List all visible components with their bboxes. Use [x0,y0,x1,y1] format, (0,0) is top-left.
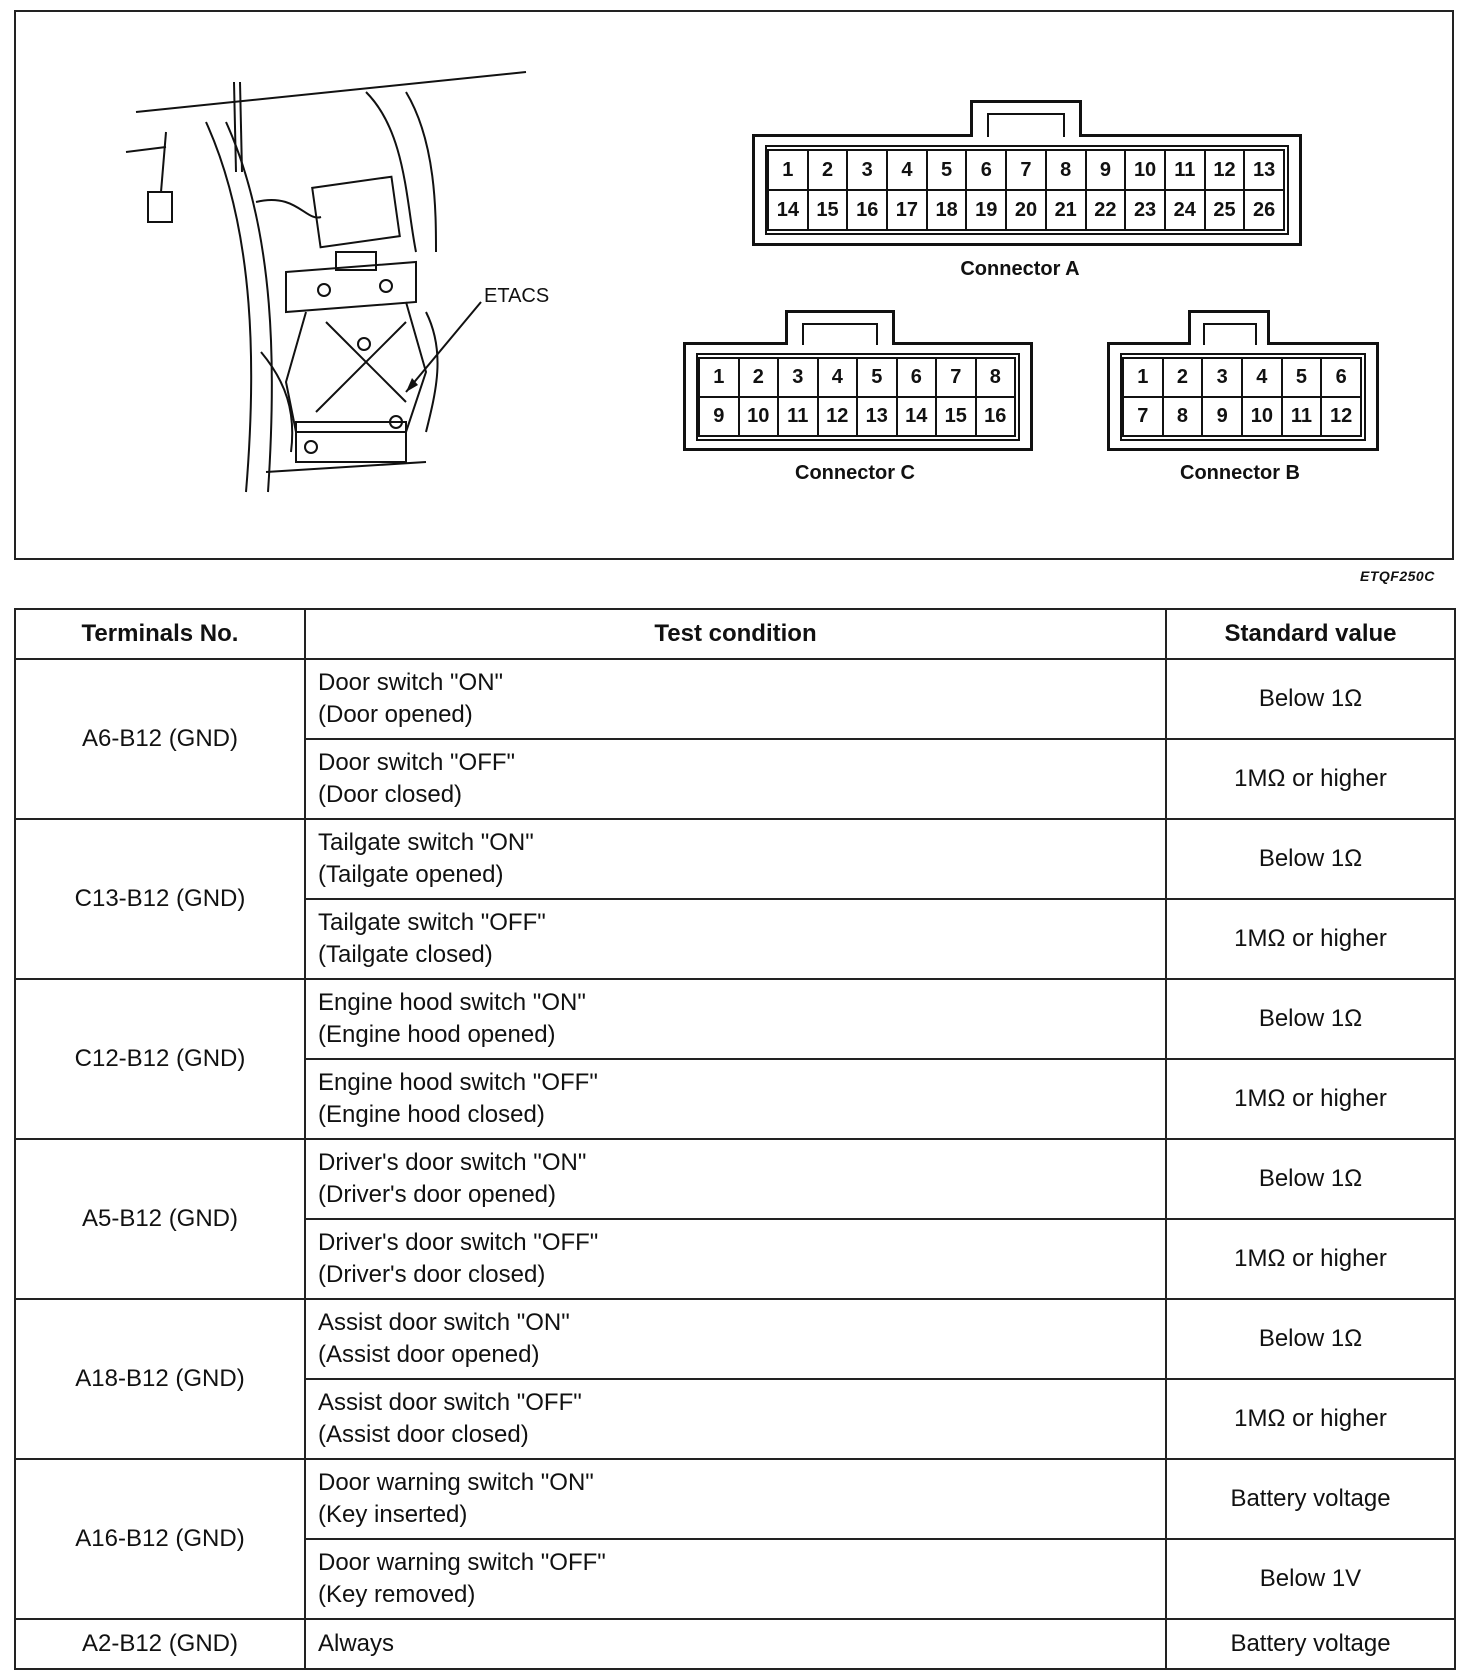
connector-pin: 11 [1166,151,1206,191]
connector-a [752,134,1302,246]
condition-cell [305,659,1166,739]
header-terminals: Terminals No. [15,609,305,659]
connector-pin: 10 [1243,398,1283,437]
condition-line: (Engine hood opened) [318,1021,556,1048]
value-cell: 1MΩ or higher [1166,1059,1455,1139]
condition-line: Assist door switch "ON" [318,1309,570,1336]
connector-pin: 12 [1322,398,1362,437]
condition-cell [305,1139,1166,1219]
condition-line: Tailgate switch "ON" [318,829,534,856]
connector-pin: 12 [1206,151,1246,191]
table-row [15,1299,1455,1379]
figure-code: ETQF250C [1360,568,1435,584]
condition-cell: Always [305,1619,1166,1669]
connector-a-pins [767,149,1285,231]
condition-line: Assist door switch "OFF" [318,1389,582,1416]
terminal-cell: A18-B12 (GND) [15,1299,305,1459]
connector-pin: 14 [898,398,938,437]
terminal-cell: A5-B12 (GND) [15,1139,305,1299]
connector-c [683,342,1033,451]
condition-line: Door warning switch "OFF" [318,1549,606,1576]
connector-pin: 17 [888,191,928,231]
condition-line: (Key removed) [318,1581,476,1608]
terminal-cell: A6-B12 (GND) [15,659,305,819]
condition-line: (Tailgate opened) [318,861,504,888]
connector-pin: 11 [1283,398,1323,437]
connector-pin: 12 [819,398,859,437]
connector-b-pins [1122,357,1362,437]
header-test-condition: Test condition [305,609,1166,659]
connector-pin: 8 [977,359,1017,398]
value-cell: 1MΩ or higher [1166,739,1455,819]
condition-line: (Key inserted) [318,1501,468,1528]
connector-pin: 8 [1164,398,1204,437]
connector-pin: 6 [967,151,1007,191]
connector-pin: 1 [1124,359,1164,398]
condition-line: (Door closed) [318,781,463,808]
condition-cell [305,1379,1166,1459]
condition-line: Driver's door switch "OFF" [318,1229,599,1256]
connector-pin: 5 [1283,359,1323,398]
condition-line: (Assist door opened) [318,1341,540,1368]
connector-pin: 16 [977,398,1017,437]
value-cell: Below 1Ω [1166,979,1455,1059]
table-row [15,979,1455,1059]
condition-line: Door switch "OFF" [318,749,516,776]
connector-pin: 4 [819,359,859,398]
table-row [15,1459,1455,1539]
connector-pin: 3 [779,359,819,398]
condition-line: (Door opened) [318,701,473,728]
connector-pin: 4 [1243,359,1283,398]
connector-pin: 25 [1206,191,1246,231]
condition-line: Door warning switch "ON" [318,1469,594,1496]
condition-line: (Tailgate closed) [318,941,493,968]
connector-pin: 22 [1087,191,1127,231]
connector-pin: 9 [1203,398,1243,437]
terminal-cell: A2-B12 (GND) [15,1619,305,1669]
connector-b [1107,342,1379,451]
connector-pin: 1 [700,359,740,398]
connector-pin: 13 [1245,151,1285,191]
connector-pin: 1 [769,151,809,191]
terminal-cell: C13-B12 (GND) [15,819,305,979]
connector-b-tab [1188,310,1270,345]
connector-pin: 11 [779,398,819,437]
header-standard-value: Standard value [1166,609,1455,659]
connector-pin: 20 [1007,191,1047,231]
connector-pin: 14 [769,191,809,231]
connector-pin: 5 [928,151,968,191]
connector-pin: 7 [1007,151,1047,191]
connector-pin: 5 [858,359,898,398]
connector-pin: 15 [809,191,849,231]
etacs-label: ETACS [484,285,550,307]
table-header-row [15,609,1455,659]
connector-pin: 23 [1126,191,1166,231]
terminal-test-table [14,608,1456,1670]
condition-line: Door switch "ON" [318,669,504,696]
condition-cell [305,1219,1166,1299]
value-cell: Below 1Ω [1166,1299,1455,1379]
connector-a-label: Connector A [960,258,1080,280]
connector-pin: 10 [740,398,780,437]
table-row [15,819,1455,899]
connector-b-label: Connector B [1180,462,1300,484]
table-row [15,1139,1455,1219]
connector-a-tab [970,100,1082,137]
connector-pin: 2 [1164,359,1204,398]
connector-pin: 9 [700,398,740,437]
connector-pin: 9 [1087,151,1127,191]
terminal-cell: A16-B12 (GND) [15,1459,305,1619]
connector-pin: 6 [898,359,938,398]
value-cell: 1MΩ or higher [1166,1379,1455,1459]
value-cell: Below 1Ω [1166,1139,1455,1219]
connector-pin: 10 [1126,151,1166,191]
connector-pin: 18 [928,191,968,231]
value-cell: Below 1V [1166,1539,1455,1619]
condition-cell [305,739,1166,819]
value-cell: 1MΩ or higher [1166,1219,1455,1299]
connector-pin: 7 [937,359,977,398]
condition-line: Tailgate switch "OFF" [318,909,546,936]
connector-pin: 3 [848,151,888,191]
condition-cell [305,1059,1166,1139]
connector-pin: 2 [809,151,849,191]
connector-pin: 15 [937,398,977,437]
connector-pin: 19 [967,191,1007,231]
connector-pin: 24 [1166,191,1206,231]
condition-cell [305,819,1166,899]
value-cell: 1MΩ or higher [1166,899,1455,979]
table-body [15,659,1455,1669]
connector-pin: 3 [1203,359,1243,398]
condition-line: Driver's door switch "ON" [318,1149,587,1176]
value-cell: Battery voltage [1166,1459,1455,1539]
connector-pin: 16 [848,191,888,231]
connector-c-pins [698,357,1016,437]
value-cell: Battery voltage [1166,1619,1455,1669]
connector-pin: 13 [858,398,898,437]
condition-cell [305,899,1166,979]
condition-cell [305,1299,1166,1379]
condition-line: Engine hood switch "OFF" [318,1069,598,1096]
condition-line: (Assist door closed) [318,1421,529,1448]
table-row [15,1619,1455,1669]
connector-pin: 6 [1322,359,1362,398]
connector-pin: 21 [1047,191,1087,231]
connector-c-tab [785,310,895,345]
connector-c-label: Connector C [795,462,915,484]
condition-line: (Driver's door closed) [318,1261,546,1288]
value-cell: Below 1Ω [1166,819,1455,899]
condition-cell [305,1539,1166,1619]
connector-pin: 7 [1124,398,1164,437]
condition-line: (Driver's door opened) [318,1181,557,1208]
condition-cell [305,1459,1166,1539]
connector-pin: 26 [1245,191,1285,231]
connector-pin: 2 [740,359,780,398]
condition-cell [305,979,1166,1059]
condition-line: Engine hood switch "ON" [318,989,586,1016]
table-row [15,659,1455,739]
value-cell: Below 1Ω [1166,659,1455,739]
condition-line: (Engine hood closed) [318,1101,545,1128]
connector-pin: 8 [1047,151,1087,191]
terminal-cell: C12-B12 (GND) [15,979,305,1139]
connector-pin: 4 [888,151,928,191]
